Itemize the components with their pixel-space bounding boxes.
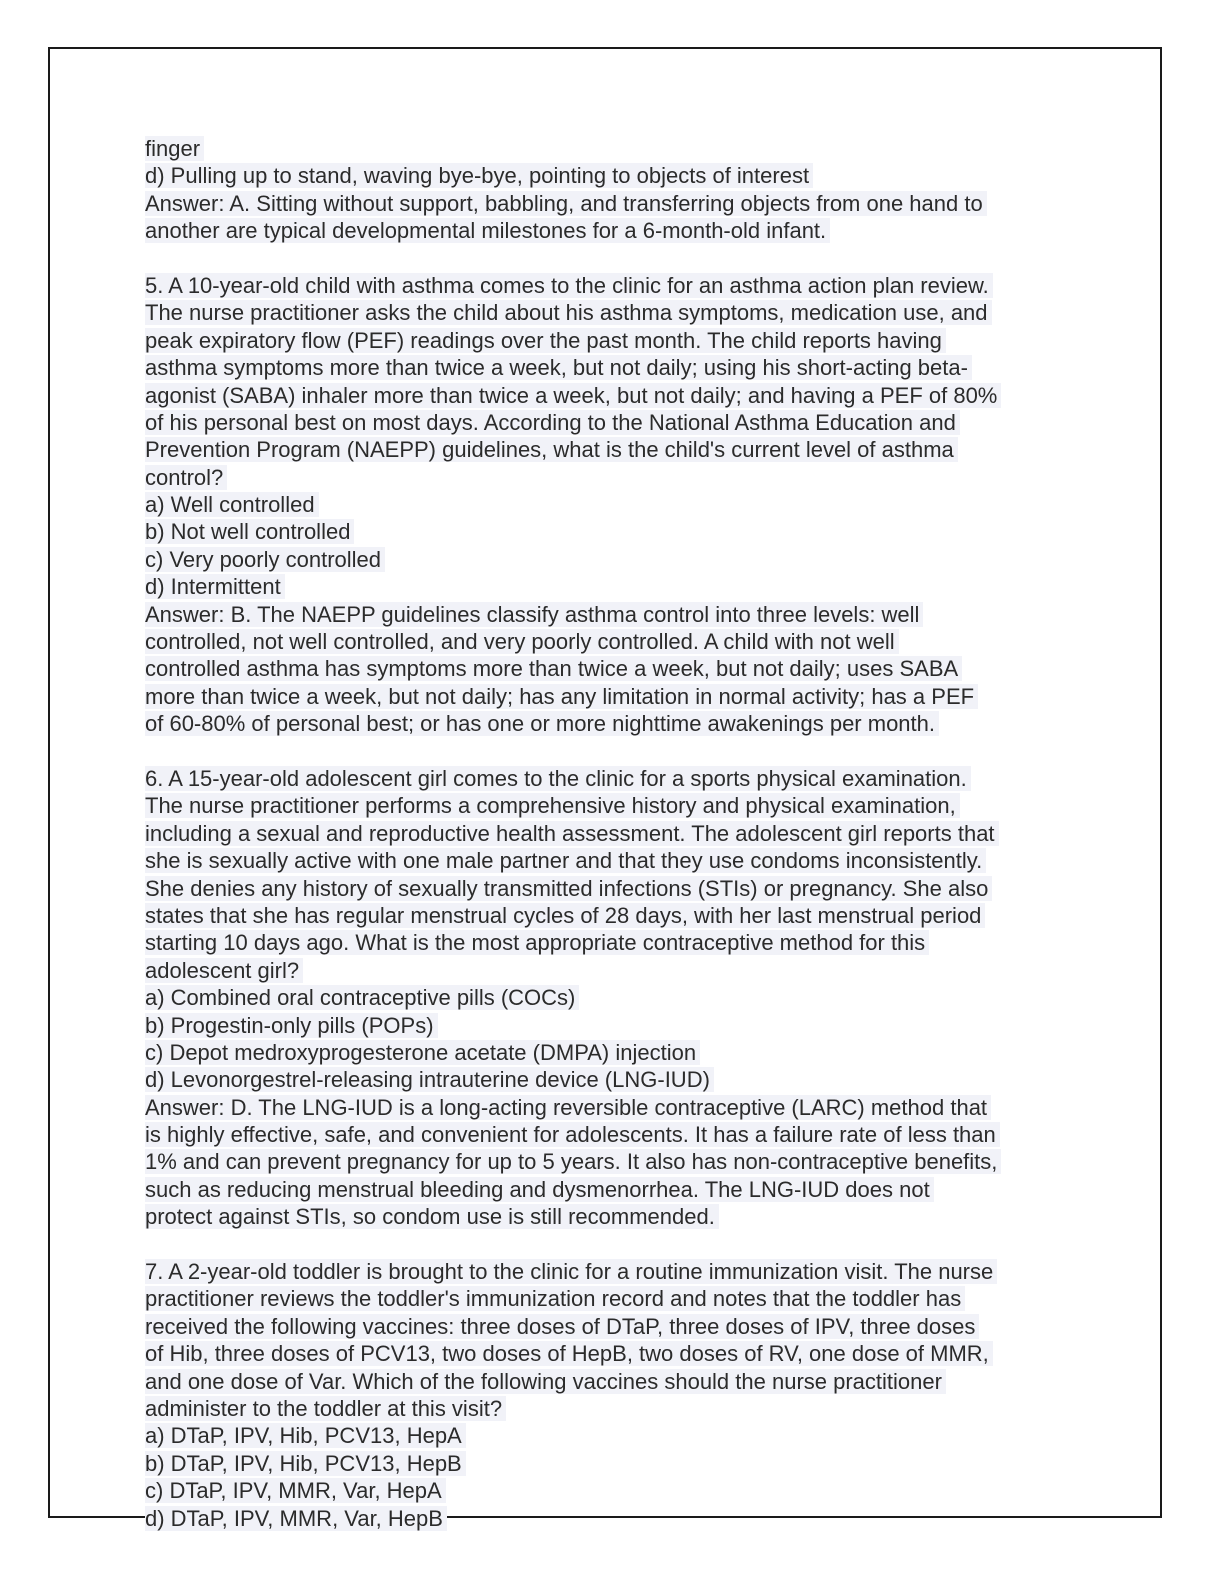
text-line [145,1422,1085,1449]
text-line [145,190,1085,217]
text-line [145,1340,1085,1367]
text-line [145,491,1085,518]
text-line-content: The nurse practitioner asks the child about his asthma symptoms, medication use, and [145,300,992,325]
text-line [145,1285,1085,1312]
text-line-content: She denies any history of sexually transmitted infections (STIs) or pregnancy. She also [145,876,992,901]
text-line [145,792,1085,819]
text-line-content: such as reducing menstrual bleeding and dysmenorrhea. The LNG-IUD does not [145,1177,934,1202]
text-line [145,272,1085,299]
text-line-content: 1% and can prevent pregnancy for up to 5 years. It also has non-contraceptive benefits, [145,1149,1001,1174]
text-line-content: 6. A 15-year-old adolescent girl comes to the clinic for a sports physical examination. [145,766,971,791]
document-body [145,135,1085,1532]
text-line-content: 7. A 2-year-old toddler is brought to the clinic for a routine immunization visit. The nurse [145,1259,997,1284]
text-line [145,436,1085,463]
text-line-content: a) DTaP, IPV, Hib, PCV13, HepA [145,1423,466,1448]
text-line [145,299,1085,326]
text-line [145,1121,1085,1148]
text-line [145,464,1085,491]
text-line [145,1505,1085,1532]
paragraph-gap [145,1231,1085,1258]
text-line [145,382,1085,409]
text-line [145,655,1085,682]
text-line [145,546,1085,573]
text-line [145,1450,1085,1477]
text-line [145,984,1085,1011]
text-line-content: d) Intermittent [145,574,285,599]
text-line-content: another are typical developmental milestones for a 6-month-old infant. [145,218,830,243]
text-line-content: protect against STIs, so condom use is still recommended. [145,1204,719,1229]
text-line-content: starting 10 days ago. What is the most appropriate contraceptive method for this [145,930,929,955]
text-line [145,875,1085,902]
text-line [145,1066,1085,1093]
text-line-content: finger [145,136,204,161]
text-line-content: of his personal best on most days. According to the National Asthma Education and [145,410,960,435]
paragraph-gap [145,245,1085,272]
text-line-content: The nurse practitioner performs a comprehensive history and physical examination, [145,793,960,818]
text-line [145,327,1085,354]
text-line-content: c) Depot medroxyprogesterone acetate (DMPA) injection [145,1040,700,1065]
text-line [145,1368,1085,1395]
text-line-content: including a sexual and reproductive health assessment. The adolescent girl reports that [145,821,999,846]
text-line [145,1148,1085,1175]
text-line-content: control? [145,465,227,490]
text-line-content: b) DTaP, IPV, Hib, PCV13, HepB [145,1451,466,1476]
text-line-content: administer to the toddler at this visit? [145,1396,506,1421]
text-line [145,683,1085,710]
text-line [145,929,1085,956]
text-line-content: of Hib, three doses of PCV13, two doses of HepB, two doses of RV, one dose of MMR, [145,1341,993,1366]
text-line [145,573,1085,600]
text-line-content: states that she has regular menstrual cycles of 28 days, with her last menstrual period [145,903,985,928]
text-line-content: Answer: D. The LNG-IUD is a long-acting reversible contraceptive (LARC) method that [145,1095,991,1120]
text-line [145,1395,1085,1422]
text-line [145,601,1085,628]
text-line [145,354,1085,381]
text-line [145,820,1085,847]
text-line-content: adolescent girl? [145,958,303,983]
text-line-content: and one dose of Var. Which of the following vaccines should the nurse practitioner [145,1369,946,1394]
text-line-content: a) Well controlled [145,492,319,517]
text-line-content: agonist (SABA) inhaler more than twice a week, but not daily; and having a PEF of 80% [145,383,1001,408]
text-line-content: controlled, not well controlled, and very poorly controlled. A child with not well [145,629,899,654]
text-line-content: b) Not well controlled [145,519,354,544]
text-line [145,1203,1085,1230]
text-line-content: c) Very poorly controlled [145,547,385,572]
text-line-content: c) DTaP, IPV, MMR, Var, HepA [145,1478,446,1503]
text-line-content: more than twice a week, but not daily; has any limitation in normal activity; has a PEF [145,684,978,709]
text-line-content: d) Pulling up to stand, waving bye-bye, pointing to objects of interest [145,163,813,188]
text-line-content: she is sexually active with one male partner and that they use condoms inconsistently. [145,848,986,873]
text-line-content: practitioner reviews the toddler's immunization record and notes that the toddler has [145,1286,965,1311]
text-line-content: d) DTaP, IPV, MMR, Var, HepB [145,1506,447,1531]
text-line [145,957,1085,984]
text-line [145,162,1085,189]
text-line-content: a) Combined oral contraceptive pills (COCs) [145,985,579,1010]
text-line [145,135,1085,162]
paragraph-gap [145,738,1085,765]
text-line-content: peak expiratory flow (PEF) readings over the past month. The child reports having [145,328,946,353]
text-line-content: b) Progestin-only pills (POPs) [145,1013,438,1038]
text-line [145,1176,1085,1203]
text-line-content: Prevention Program (NAEPP) guidelines, what is the child's current level of asthma [145,437,958,462]
text-line [145,710,1085,737]
text-line [145,518,1085,545]
page-frame [48,47,1162,1531]
text-line-content: Answer: A. Sitting without support, babbling, and transferring objects from one hand to [145,191,987,216]
text-line-content: controlled asthma has symptoms more than twice a week, but not daily; uses SABA [145,656,962,681]
text-line [145,628,1085,655]
text-line [145,1258,1085,1285]
text-line-content: d) Levonorgestrel-releasing intrauterine device (LNG-IUD) [145,1067,714,1092]
text-line-content: 5. A 10-year-old child with asthma comes to the clinic for an asthma action plan review. [145,273,993,298]
text-line [145,1094,1085,1121]
text-line-content: asthma symptoms more than twice a week, but not daily; using his short-acting beta- [145,355,972,380]
text-line-content: Answer: B. The NAEPP guidelines classify asthma control into three levels: well [145,602,923,627]
text-line [145,409,1085,436]
text-line [145,765,1085,792]
text-line [145,847,1085,874]
text-line [145,1313,1085,1340]
text-line [145,902,1085,929]
text-line-content: is highly effective, safe, and convenient for adolescents. It has a failure rate of less than [145,1122,1000,1147]
text-line-content: received the following vaccines: three doses of DTaP, three doses of IPV, three doses [145,1314,979,1339]
text-line [145,1039,1085,1066]
text-line [145,217,1085,244]
text-line [145,1012,1085,1039]
text-line-content: of 60-80% of personal best; or has one or more nighttime awakenings per month. [145,711,939,736]
text-line [145,1477,1085,1504]
